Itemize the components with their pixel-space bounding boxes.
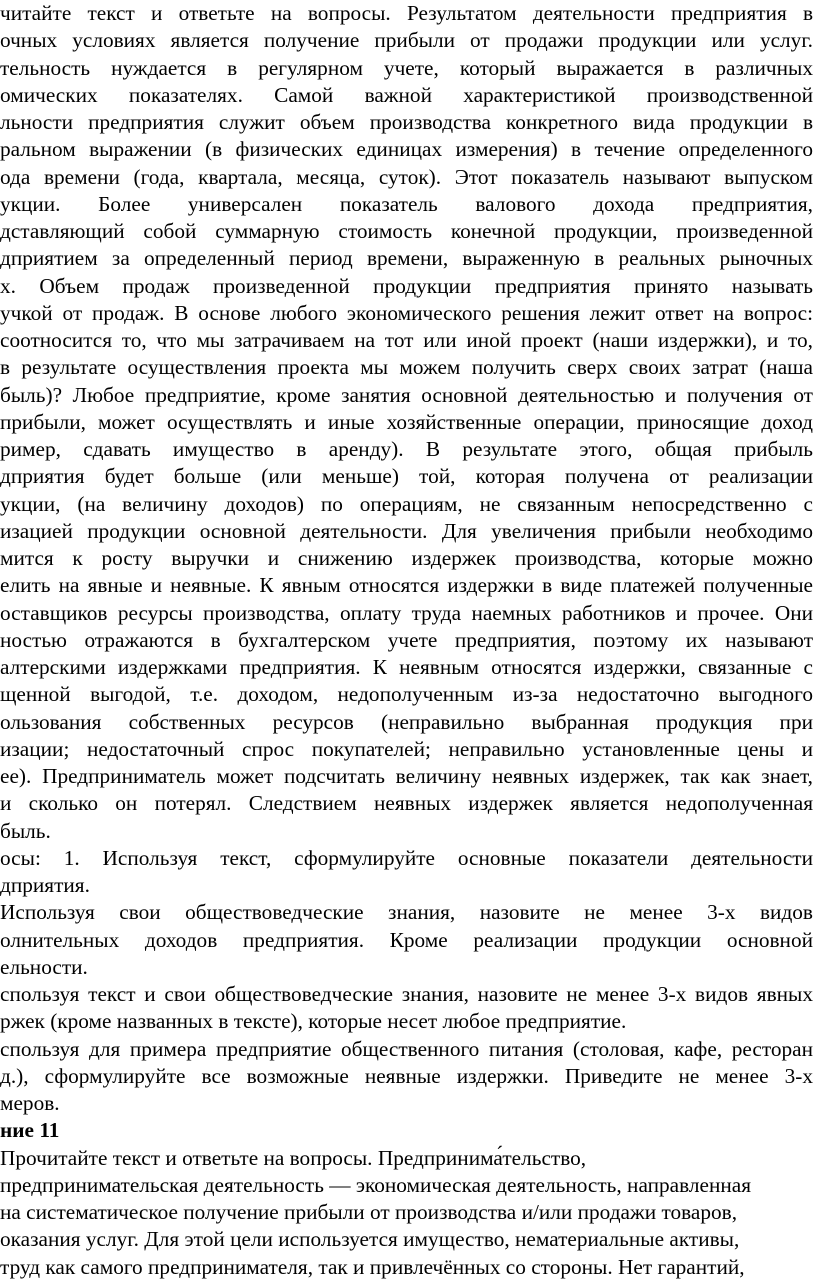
text-line: укции, (на величину доходов) по операциям, не связанным непосредственно с <box>0 491 813 516</box>
text-line: и сколько он потерял. Следствием неявных издержек является недополученная <box>0 791 813 816</box>
text-line: дставляющий собой суммарную стоимость конечной продукции, произведенной <box>0 219 813 243</box>
text-line: соотносится то, что мы затрачиваем на тот или иной проект (наши издержки), и то, <box>0 328 813 352</box>
text-line: льности предприятия служит объем производства конкретного вида продукции в <box>0 110 813 134</box>
text-line: в результате осуществления проекта мы можем получить сверх своих затрат (наша <box>0 355 813 380</box>
text-line: ральном выражении (в физических единицах измерения) в течение определенного <box>0 137 813 162</box>
text-line: олнительных доходов предприятия. Кроме реализации продукции основной <box>0 927 813 952</box>
text-line: алтерскими издержками предприятия. К неявным относятся издержки, связанные с <box>0 655 813 679</box>
text-line: меров. <box>0 1091 60 1115</box>
text-line: на систематическое получение прибыли от производства и/или продажи товаров, <box>0 1200 738 1224</box>
text-line: изацией продукции основной деятельности. Для увеличения прибыли необходимо <box>0 518 813 543</box>
text-line: омических показателях. Самой важной характеристикой производственной <box>0 82 813 107</box>
text-line: прибыли, может осуществлять и иные хозяйственные операции, приносящие доход <box>0 409 813 434</box>
text-line: дприятия. <box>0 873 90 897</box>
text-line: дприятия будет больше (или меньше) той, которая получена от реализации <box>0 464 813 489</box>
text-line: предпринимательская деятельность — экономическая деятельность, направленная <box>0 1172 752 1197</box>
text-line: труд как самого предпринимателя, так и привлечённых со стороны. Нет гарантий, <box>0 1254 745 1279</box>
text-line: изации; недостаточный спрос покупателей; неправильно установленные цены и <box>0 736 813 761</box>
text-line: ее). Предприниматель может подсчитать величину неявных издержек, так как знает, <box>0 764 813 788</box>
text-line: елить на явные и неявные. К явным относятся издержки в виде платежей полученные <box>0 573 813 598</box>
text-line: учкой от продаж. В основе любого экономического решения лежит ответ на вопрос: <box>0 300 813 325</box>
text-line: спользуя для примера предприятие общественного питания (столовая, кафе, ресторан <box>0 1036 813 1061</box>
text-line: быль)? Любое предприятие, кроме занятия основной деятельностью и получения от <box>0 382 813 407</box>
text-line: ельности. <box>0 954 88 979</box>
text-line: оставщиков ресурсы производства, оплату труда наемных работников и прочее. Они <box>0 600 813 625</box>
text-line: оказания услуг. Для этой цели используется имущество, нематериальные активы, <box>0 1227 740 1252</box>
section-heading: ние 11 <box>0 1118 60 1143</box>
text-line: щенной выгодой, т.е. доходом, недополученным из-за недостаточно выгодного <box>0 682 813 707</box>
text-line: ностью отражаются в бухгалтерском учете предприятия, поэтому их называют <box>0 627 813 652</box>
text-line: спользуя текст и свои обществоведческие знания, назовите не менее 3-х видов явных <box>0 982 813 1006</box>
text-line: читайте текст и ответьте на вопросы. Результатом деятельности предприятия в <box>0 1 813 25</box>
text-line: очных условиях является получение прибыли от продажи продукции или услуг. <box>0 28 813 53</box>
text-line: укции. Более универсален показатель валового дохода предприятия, <box>0 191 813 216</box>
text-line: д.), сформулируйте все возможные неявные издержки. Приведите не менее 3-х <box>0 1063 813 1088</box>
text-line: мится к росту выручки и снижению издержек производства, которые можно <box>0 546 813 570</box>
text-line: х. Объем продаж произведенной продукции предприятия принято называть <box>0 273 813 298</box>
text-line: Прочитайте текст и ответьте на вопросы. Предпринима́тельство, <box>0 1145 587 1170</box>
text-line: ример, сдавать имущество в аренду). В результате этого, общая прибыль <box>0 437 813 461</box>
text-line: Используя свои обществоведческие знания, назовите не менее 3-х видов <box>0 900 813 925</box>
text-line: ода времени (года, квартала, месяца, суток). Этот показатель называют выпуском <box>0 164 813 189</box>
text-line: ользования собственных ресурсов (неправильно выбранная продукция при <box>0 709 813 734</box>
text-line: ржек (кроме названных в тексте), которые несет любое предприятие. <box>0 1009 627 1034</box>
text-line: дприятием за определенный период времени, выраженную в реальных рыночных <box>0 246 813 271</box>
text-line: осы: 1. Используя текст, сформулируйте основные показатели деятельности <box>0 845 813 870</box>
text-line: быль. <box>0 818 51 843</box>
text-line: тельность нуждается в регулярном учете, который выражается в различных <box>0 55 813 80</box>
